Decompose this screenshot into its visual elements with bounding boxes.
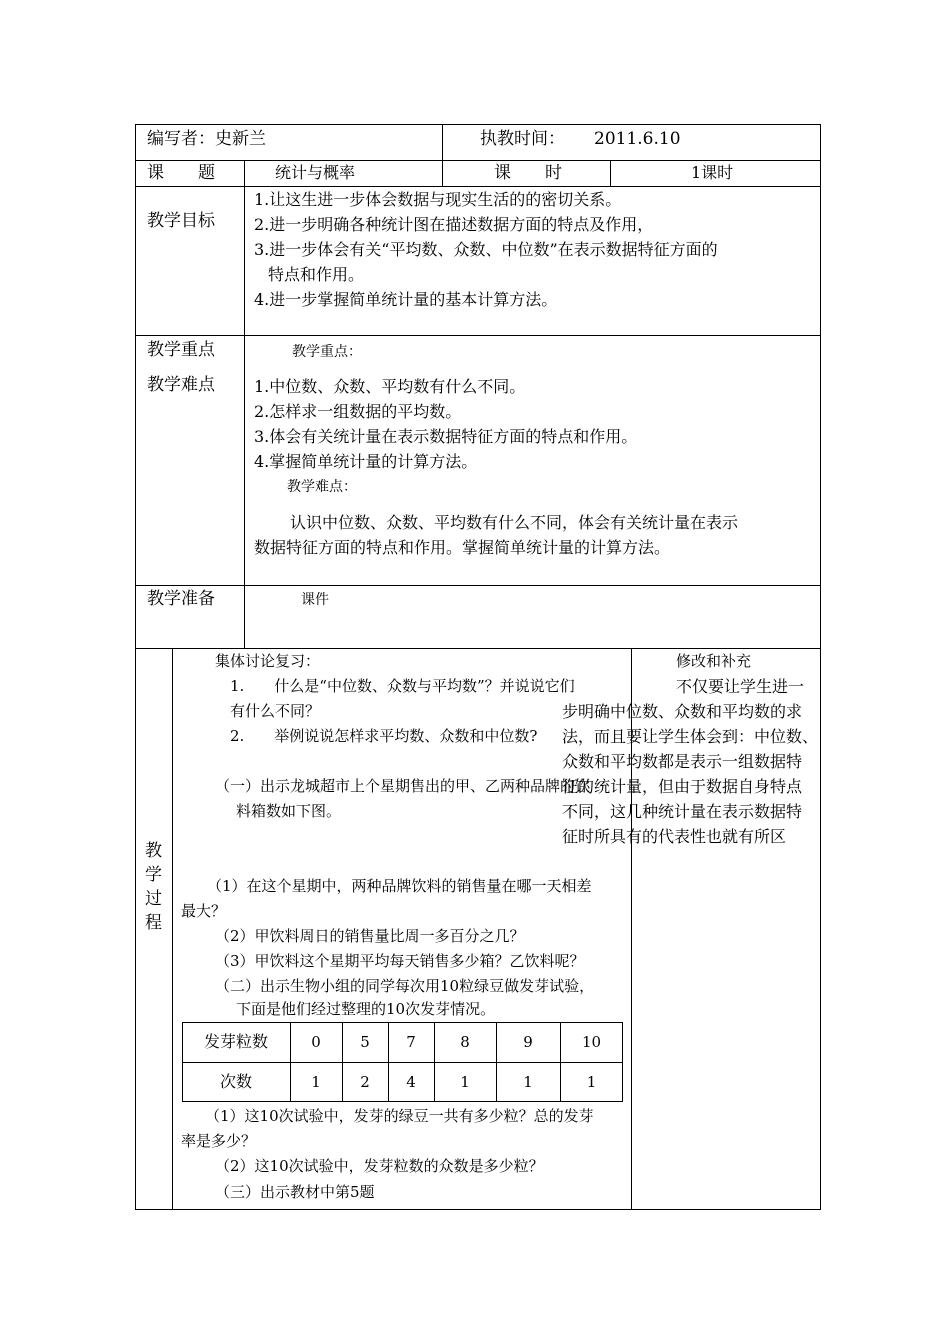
table-header-cell: 5 xyxy=(360,1033,370,1051)
goals-label: 教学目标 xyxy=(147,211,215,231)
table-header-cell: 7 xyxy=(406,1033,416,1051)
notes-line: 征的统计量，但由于数据自身特点 xyxy=(562,777,803,796)
column-divider xyxy=(442,124,443,160)
difficulties-label: 教学难点 xyxy=(147,375,215,395)
row-divider xyxy=(135,648,821,649)
process-line: （三）出示教材中第5题 xyxy=(215,1183,375,1201)
table-cell: 次数 xyxy=(219,1072,252,1091)
key-point-item: 4.掌握简单统计量的计算方法。 xyxy=(254,452,478,471)
process-line: 2. 举例说说怎样求平均数、众数和中位数? xyxy=(230,727,538,745)
teaching-time-label: 执教时间： xyxy=(480,129,565,149)
process-line: （3）甲饮料这个星期平均每天销售多少箱？乙饮料呢？ xyxy=(215,952,585,970)
process-line: 1. 什么是“中位数、众数与平均数”？并说说它们 xyxy=(230,677,575,695)
table-header-cell: 9 xyxy=(523,1033,533,1051)
process-label-char: 过 xyxy=(145,889,162,909)
topic-label: 课 题 xyxy=(147,163,215,183)
prep-label: 教学准备 xyxy=(147,589,215,609)
table-cell: 1 xyxy=(311,1073,321,1091)
process-label-char: 程 xyxy=(145,913,162,933)
difficulty-text: 数据特征方面的特点和作用。掌握简单统计量的计算方法。 xyxy=(254,538,671,557)
topic-value: 统计与概率 xyxy=(275,163,356,182)
process-line: 下面是他们经过整理的10次发芽情况。 xyxy=(236,1000,496,1018)
table-cell: 1 xyxy=(586,1073,597,1091)
key-points-heading: 教学重点： xyxy=(292,344,362,360)
row-divider xyxy=(135,160,821,161)
process-line: （2）这10次试验中，发芽粒数的众数是多少粒？ xyxy=(215,1157,544,1175)
column-divider xyxy=(442,160,443,186)
table-cell: 1 xyxy=(460,1073,470,1091)
row-divider xyxy=(182,1062,623,1063)
process-line: 料箱数如下图。 xyxy=(236,802,342,820)
key-points-label: 教学重点 xyxy=(147,340,215,360)
process-line: 最大？ xyxy=(181,902,227,920)
process-line: 有什么不同？ xyxy=(230,702,321,720)
process-line: （二）出示生物小组的同学每次用10粒绿豆做发芽试验， xyxy=(215,977,595,995)
goal-item: 4.进一步掌握简单统计量的基本计算方法。 xyxy=(254,290,558,309)
row-divider xyxy=(135,335,821,336)
prep-value: 课件 xyxy=(301,592,329,608)
key-point-item: 3.体会有关统计量在表示数据特征方面的特点和作用。 xyxy=(254,427,638,446)
teaching-time-value: 2011.6.10 xyxy=(594,129,681,149)
goal-item: 特点和作用。 xyxy=(268,265,365,284)
process-label-char: 学 xyxy=(145,865,162,885)
column-divider xyxy=(172,648,173,1210)
goal-item: 2.进一步明确各种统计图在描述数据方面的特点及作用， xyxy=(254,215,654,234)
goal-item: 1.让这生进一步体会数据与现实生活的的密切关系。 xyxy=(254,190,622,209)
table-cell: 2 xyxy=(360,1073,370,1091)
notes-line: 法，而且要让学生体会到：中位数、 xyxy=(562,727,819,746)
period-value: 1课时 xyxy=(691,163,734,182)
row-divider xyxy=(135,186,821,187)
difficulties-heading: 教学难点： xyxy=(287,479,357,495)
notes-line: 不同，这几种统计量在表示数据特 xyxy=(562,802,803,821)
difficulty-text: 认识中位数、众数、平均数有什么不同，体会有关统计量在表示 xyxy=(290,513,739,532)
notes-title: 修改和补充 xyxy=(676,652,752,670)
process-line: （1）在这个星期中，两种品牌饮料的销售量在哪一天相差 xyxy=(207,877,592,895)
table-header-cell: 8 xyxy=(460,1033,470,1051)
table-header-cell: 发芽粒数 xyxy=(203,1032,268,1051)
table-header-cell: 10 xyxy=(581,1033,602,1051)
key-point-item: 1.中位数、众数、平均数有什么不同。 xyxy=(254,377,526,396)
table-cell: 4 xyxy=(406,1073,416,1091)
column-divider xyxy=(244,160,245,648)
process-label-char: 教 xyxy=(145,841,162,861)
process-line: 集体讨论复习： xyxy=(215,652,321,670)
goal-item: 3.进一步体会有关“平均数、众数、中位数”在表示数据特征方面的 xyxy=(254,240,718,259)
notes-line: 征时所具有的代表性也就有所区 xyxy=(562,827,787,846)
table-cell: 1 xyxy=(523,1073,533,1091)
process-line: （1）这10次试验中，发芽的绿豆一共有多少粒？总的发芽 xyxy=(205,1107,594,1125)
notes-line: 众数和平均数都是表示一组数据特 xyxy=(562,752,803,771)
process-line: 率是多少？ xyxy=(181,1132,257,1150)
notes-line: 不仅要让学生进一 xyxy=(676,677,805,696)
process-line: （2）甲饮料周日的销售量比周一多百分之几？ xyxy=(215,927,525,945)
column-divider xyxy=(610,160,611,186)
author: 编写者：史新兰 xyxy=(147,129,266,149)
notes-line: 步明确中位数、众数和平均数的求 xyxy=(562,702,803,721)
table-header-cell: 0 xyxy=(311,1033,321,1051)
period-label: 课 时 xyxy=(494,163,562,183)
process-line: （一）出示龙城超市上个星期售出的甲、乙两种品牌的饮 xyxy=(215,777,591,795)
row-divider xyxy=(135,585,821,586)
key-point-item: 2.怎样求一组数据的平均数。 xyxy=(254,402,462,421)
